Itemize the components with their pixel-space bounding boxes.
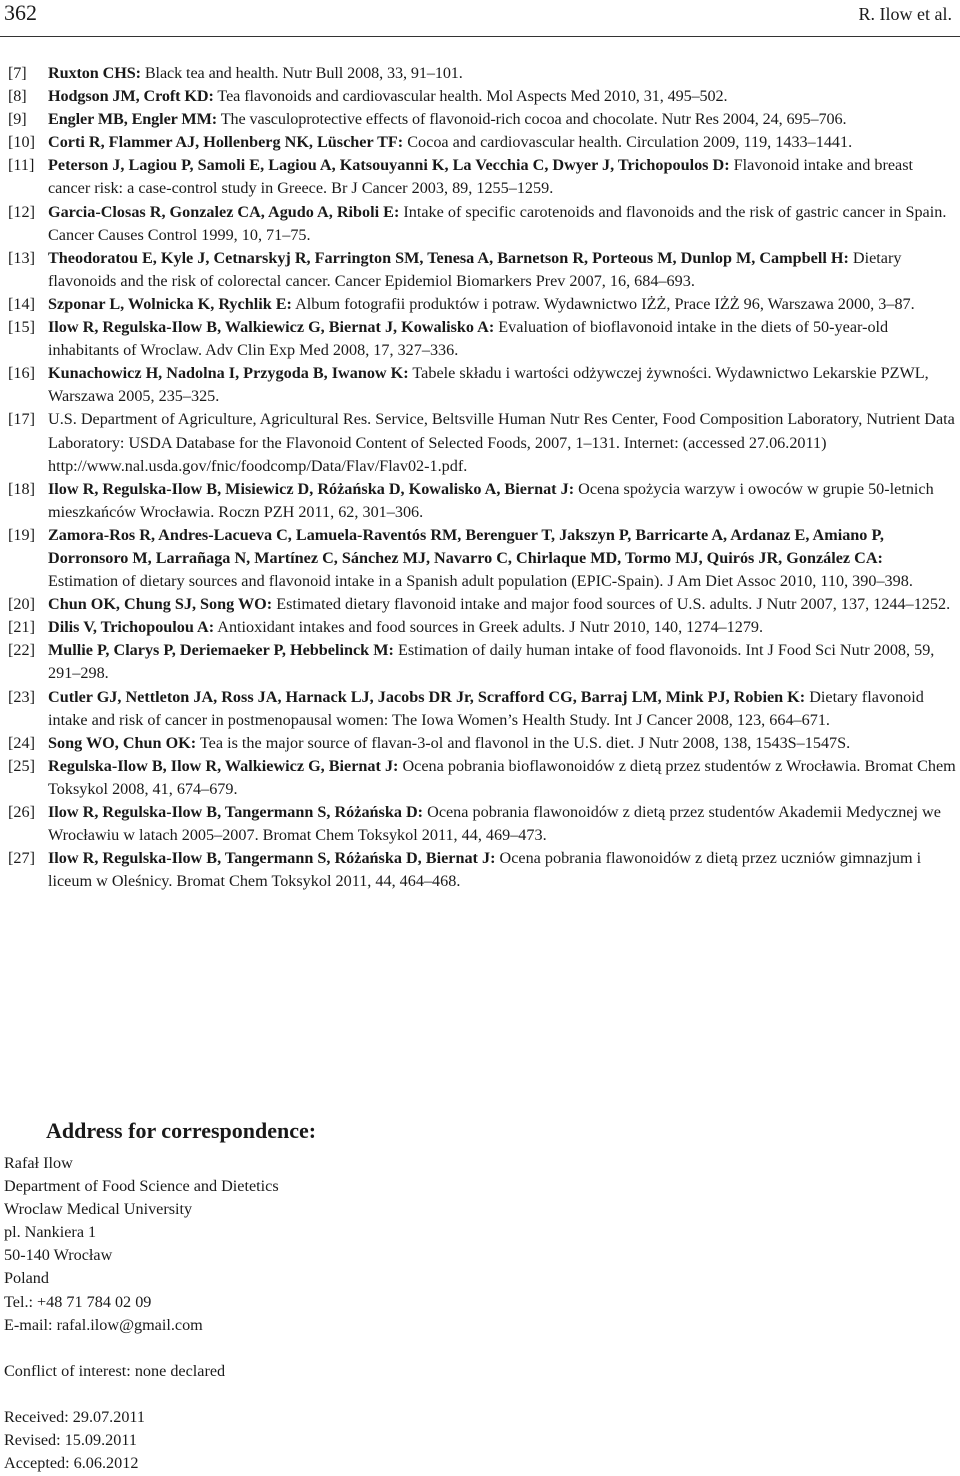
conflict-of-interest: Conflict of interest: none declared [4, 1362, 226, 1380]
reference-authors: Mullie P, Clarys P, Deriemaeker P, Hebbelinck M: [48, 641, 394, 660]
reference-text: Tea flavonoids and cardiovascular health. Mol Aspects Med 2010, 31, 495–502. [213, 87, 728, 106]
reference-number: [11] [8, 156, 35, 175]
reference-text: U.S. Department of Agriculture, Agricultural Res. Service, Beltsville Human Nutr Res Center, Food Composition Laboratory, Nutrient Data Laboratory: USDA Database for the Flavonoid Content of Selected Foods, 2007, 1–131. Internet: (accessed 27.06.2011) http://www.nal.usda.gov/fnic/foodcomp/Data/Flav/Flav02-1.pdf. [48, 410, 955, 475]
reference-item [8, 847, 956, 893]
address-name: Rafał Ilow [4, 1154, 73, 1172]
reference-text: The vasculoprotective effects of flavonoid-rich cocoa and chocolate. Nutr Res 2004, 24, 695–706. [217, 110, 847, 129]
reference-authors: Dilis V, Trichopoulou A: [48, 618, 215, 637]
article-dates [4, 1406, 145, 1475]
reference-item [8, 362, 956, 408]
reference-text: Ocena pobrania flawonoidów z dietą przez studentów Akademii Medycznej we Wrocławiu w latach 2005–2007. Bromat Chem Toksykol 2011, 44, 469–473. [48, 803, 941, 845]
reference-text: Intake of specific carotenoids and flavonoids and the risk of gastric cancer in Spain. Cancer Causes Control 1999, 10, 71–75. [48, 202, 947, 244]
running-head: R. Ilow et al. [858, 4, 952, 24]
reference-text: Estimation of dietary sources and flavonoid intake in a Spanish adult population (EPIC-Spain). J Am Diet Assoc 2010, 110, 390–398. [48, 572, 913, 591]
address-street: pl. Nankiera 1 [4, 1223, 97, 1242]
reference-number: [20] [8, 595, 35, 614]
reference-text: Album fotografii produktów i potraw. Wydawnictwo IŻŻ, Prace IŻŻ 96, Warszawa 2000, 3–87. [291, 294, 915, 313]
reference-number: [24] [8, 733, 35, 752]
reference-text: Dietary flavonoids and the risk of colorectal cancer. Cancer Epidemiol Biomarkers Prev 2007, 16, 684–693. [48, 248, 902, 290]
reference-number: [10] [8, 133, 35, 152]
reference-authors: Szponar L, Wolnicka K, Rychlik E: [48, 294, 292, 313]
reference-number: [21] [8, 618, 35, 637]
reference-number: [19] [8, 525, 35, 544]
reference-item [8, 154, 956, 200]
correspondence-title: Address for correspondence: [46, 1118, 317, 1143]
date-revised: Revised: 15.09.2011 [4, 1431, 137, 1450]
date-accepted: Accepted: 6.06.2012 [4, 1454, 139, 1473]
reference-item [8, 755, 956, 801]
reference-text: Ocena pobrania flawonoidów z dietą przez uczniów gimnazjum i liceum w Oleśnicy. Bromat Chem Toksykol 2011, 44, 464–468. [48, 849, 922, 891]
reference-item [8, 478, 956, 524]
reference-item [8, 732, 956, 755]
reference-item [8, 686, 956, 732]
reference-text: Evaluation of bioflavonoid intake in the diets of 50-year-old inhabitants of Wroclaw. Adv Clin Exp Med 2008, 17, 327–336. [48, 318, 889, 360]
reference-number: [25] [8, 756, 35, 775]
reference-number: [9] [8, 110, 27, 129]
reference-text: Estimated dietary flavonoid intake and major food sources of U.S. adults. J Nutr 2007, 137, 1244–1252. [272, 595, 951, 614]
reference-item [8, 293, 956, 316]
address-phone: Tel.: +48 71 784 02 09 [4, 1292, 152, 1311]
reference-text: Ocena spożycia warzyw i owoców w grupie 50-letnich mieszkańców Wrocławia. Roczn PZH 2011, 62, 301–306. [48, 479, 934, 521]
reference-authors: Ilow R, Regulska-Ilow B, Tangermann S, Różańska D: [48, 803, 424, 821]
reference-number: [22] [8, 641, 35, 660]
reference-authors: Zamora-Ros R, Andres-Lacueva C, Lamuela-Raventós RM, Berenguer T, Jakszyn P, Barricarte A, Ardanaz E, Amiano P, Dorronsoro M, Larrañaga N, Martínez C, Sánchez MJ, Navarro C, Chirlaque MD, Tormo MJ, Quirós JR, González CA: [48, 525, 884, 567]
reference-item [8, 616, 956, 639]
reference-item [8, 593, 956, 616]
reference-authors: Kunachowicz H, Nadolna I, Przygoda B, Iwanow K: [48, 364, 409, 383]
reference-text: Antioxidant intakes and food sources in Greek adults. J Nutr 2010, 140, 1274–1279. [214, 618, 764, 637]
reference-item [8, 408, 956, 477]
reference-authors: Corti R, Flammer AJ, Hollenberg NK, Lüscher TF: [48, 133, 404, 152]
reference-list [8, 62, 956, 893]
address-country: Poland [4, 1269, 49, 1288]
reference-item [8, 108, 956, 131]
reference-authors: Garcia-Closas R, Gonzalez CA, Agudo A, Riboli E: [48, 202, 400, 221]
address-department: Department of Food Science and Dietetics [4, 1177, 279, 1196]
reference-item [8, 316, 956, 362]
date-received: Received: 29.07.2011 [4, 1408, 146, 1426]
reference-authors: Theodoratou E, Kyle J, Cetnarskyj R, Farrington SM, Tenesa A, Barnetson R, Porteous M, Dunlop M, Campbell H: [48, 248, 849, 267]
page-number: 362 [4, 0, 37, 25]
reference-authors: Song WO, Chun OK: [48, 733, 197, 752]
correspondence-address [4, 1152, 279, 1337]
reference-authors: Peterson J, Lagiou P, Samoli E, Lagiou A, Katsouyanni K, La Vecchia C, Dwyer J, Trichopoulos D: [48, 156, 730, 175]
reference-number: [27] [8, 849, 35, 868]
reference-item [8, 247, 956, 293]
reference-number: [16] [8, 364, 35, 383]
reference-number: [13] [8, 248, 35, 267]
reference-number: [23] [8, 687, 35, 706]
reference-authors: Cutler GJ, Nettleton JA, Ross JA, Harnack LJ, Jacobs DR Jr, Scrafford CG, Barraj LM, Mink PJ, Robien K: [48, 687, 806, 706]
reference-text: Tabele składu i wartości odżywczej żywności. Wydawnictwo Lekarskie PZWL, Warszawa 2005, 235–325. [48, 364, 929, 406]
reference-authors: Ilow R, Regulska-Ilow B, Tangermann S, Różańska D, Biernat J: [48, 849, 496, 868]
reference-number: [15] [8, 318, 35, 337]
reference-text: Flavonoid intake and breast cancer risk: a case-control study in Greece. Br J Cancer 2003, 89, 1255–1259. [48, 156, 914, 198]
reference-number: [26] [8, 803, 35, 821]
reference-text: Dietary flavonoid intake and risk of cancer in postmenopausal women: The Iowa Women’s Health Study. Int J Cancer 2008, 123, 664–671. [48, 687, 924, 729]
reference-item [8, 201, 956, 247]
reference-authors: Ruxton CHS: [48, 64, 141, 82]
reference-authors: Ilow R, Regulska-Ilow B, Misiewicz D, Różańska D, Kowalisko A, Biernat J: [48, 479, 575, 498]
reference-item [8, 524, 956, 593]
reference-number: [14] [8, 294, 35, 313]
page-header [0, 0, 960, 37]
reference-number: [18] [8, 479, 35, 498]
reference-authors: Ilow R, Regulska-Ilow B, Walkiewicz G, Biernat J, Kowalisko A: [48, 318, 495, 337]
reference-item [8, 639, 956, 685]
reference-item [8, 131, 956, 154]
reference-item [8, 801, 956, 847]
reference-number: [8] [8, 87, 27, 106]
reference-text: Cocoa and cardiovascular health. Circulation 2009, 119, 1433–1441. [403, 133, 853, 152]
reference-authors: Engler MB, Engler MM: [48, 110, 218, 129]
reference-authors: Hodgson JM, Croft KD: [48, 87, 214, 106]
address-university: Wroclaw Medical University [4, 1200, 193, 1219]
address-email: E-mail: rafal.ilow@gmail.com [4, 1315, 203, 1334]
reference-number: [7] [8, 64, 27, 82]
reference-text: Estimation of daily human intake of food flavonoids. Int J Food Sci Nutr 2008, 59, 291–298. [48, 641, 935, 683]
address-city: 50-140 Wrocław [4, 1246, 113, 1265]
reference-text: Ocena pobrania bioflawonoidów z dietą przez studentów z Wrocławia. Bromat Chem Toksykol 2008, 41, 674–679. [48, 756, 956, 798]
reference-text: Tea is the major source of flavan-3-ol and flavonol in the U.S. diet. J Nutr 2008, 138, 1543S–1547S. [196, 733, 851, 752]
reference-text: Black tea and health. Nutr Bull 2008, 33, 91–101. [140, 64, 463, 82]
reference-item [8, 62, 956, 85]
reference-authors: Chun OK, Chung SJ, Song WO: [48, 595, 273, 614]
reference-authors: Regulska-Ilow B, Ilow R, Walkiewicz G, Biernat J: [48, 756, 399, 775]
reference-number: [17] [8, 410, 35, 429]
reference-item [8, 85, 956, 108]
reference-number: [12] [8, 202, 35, 221]
